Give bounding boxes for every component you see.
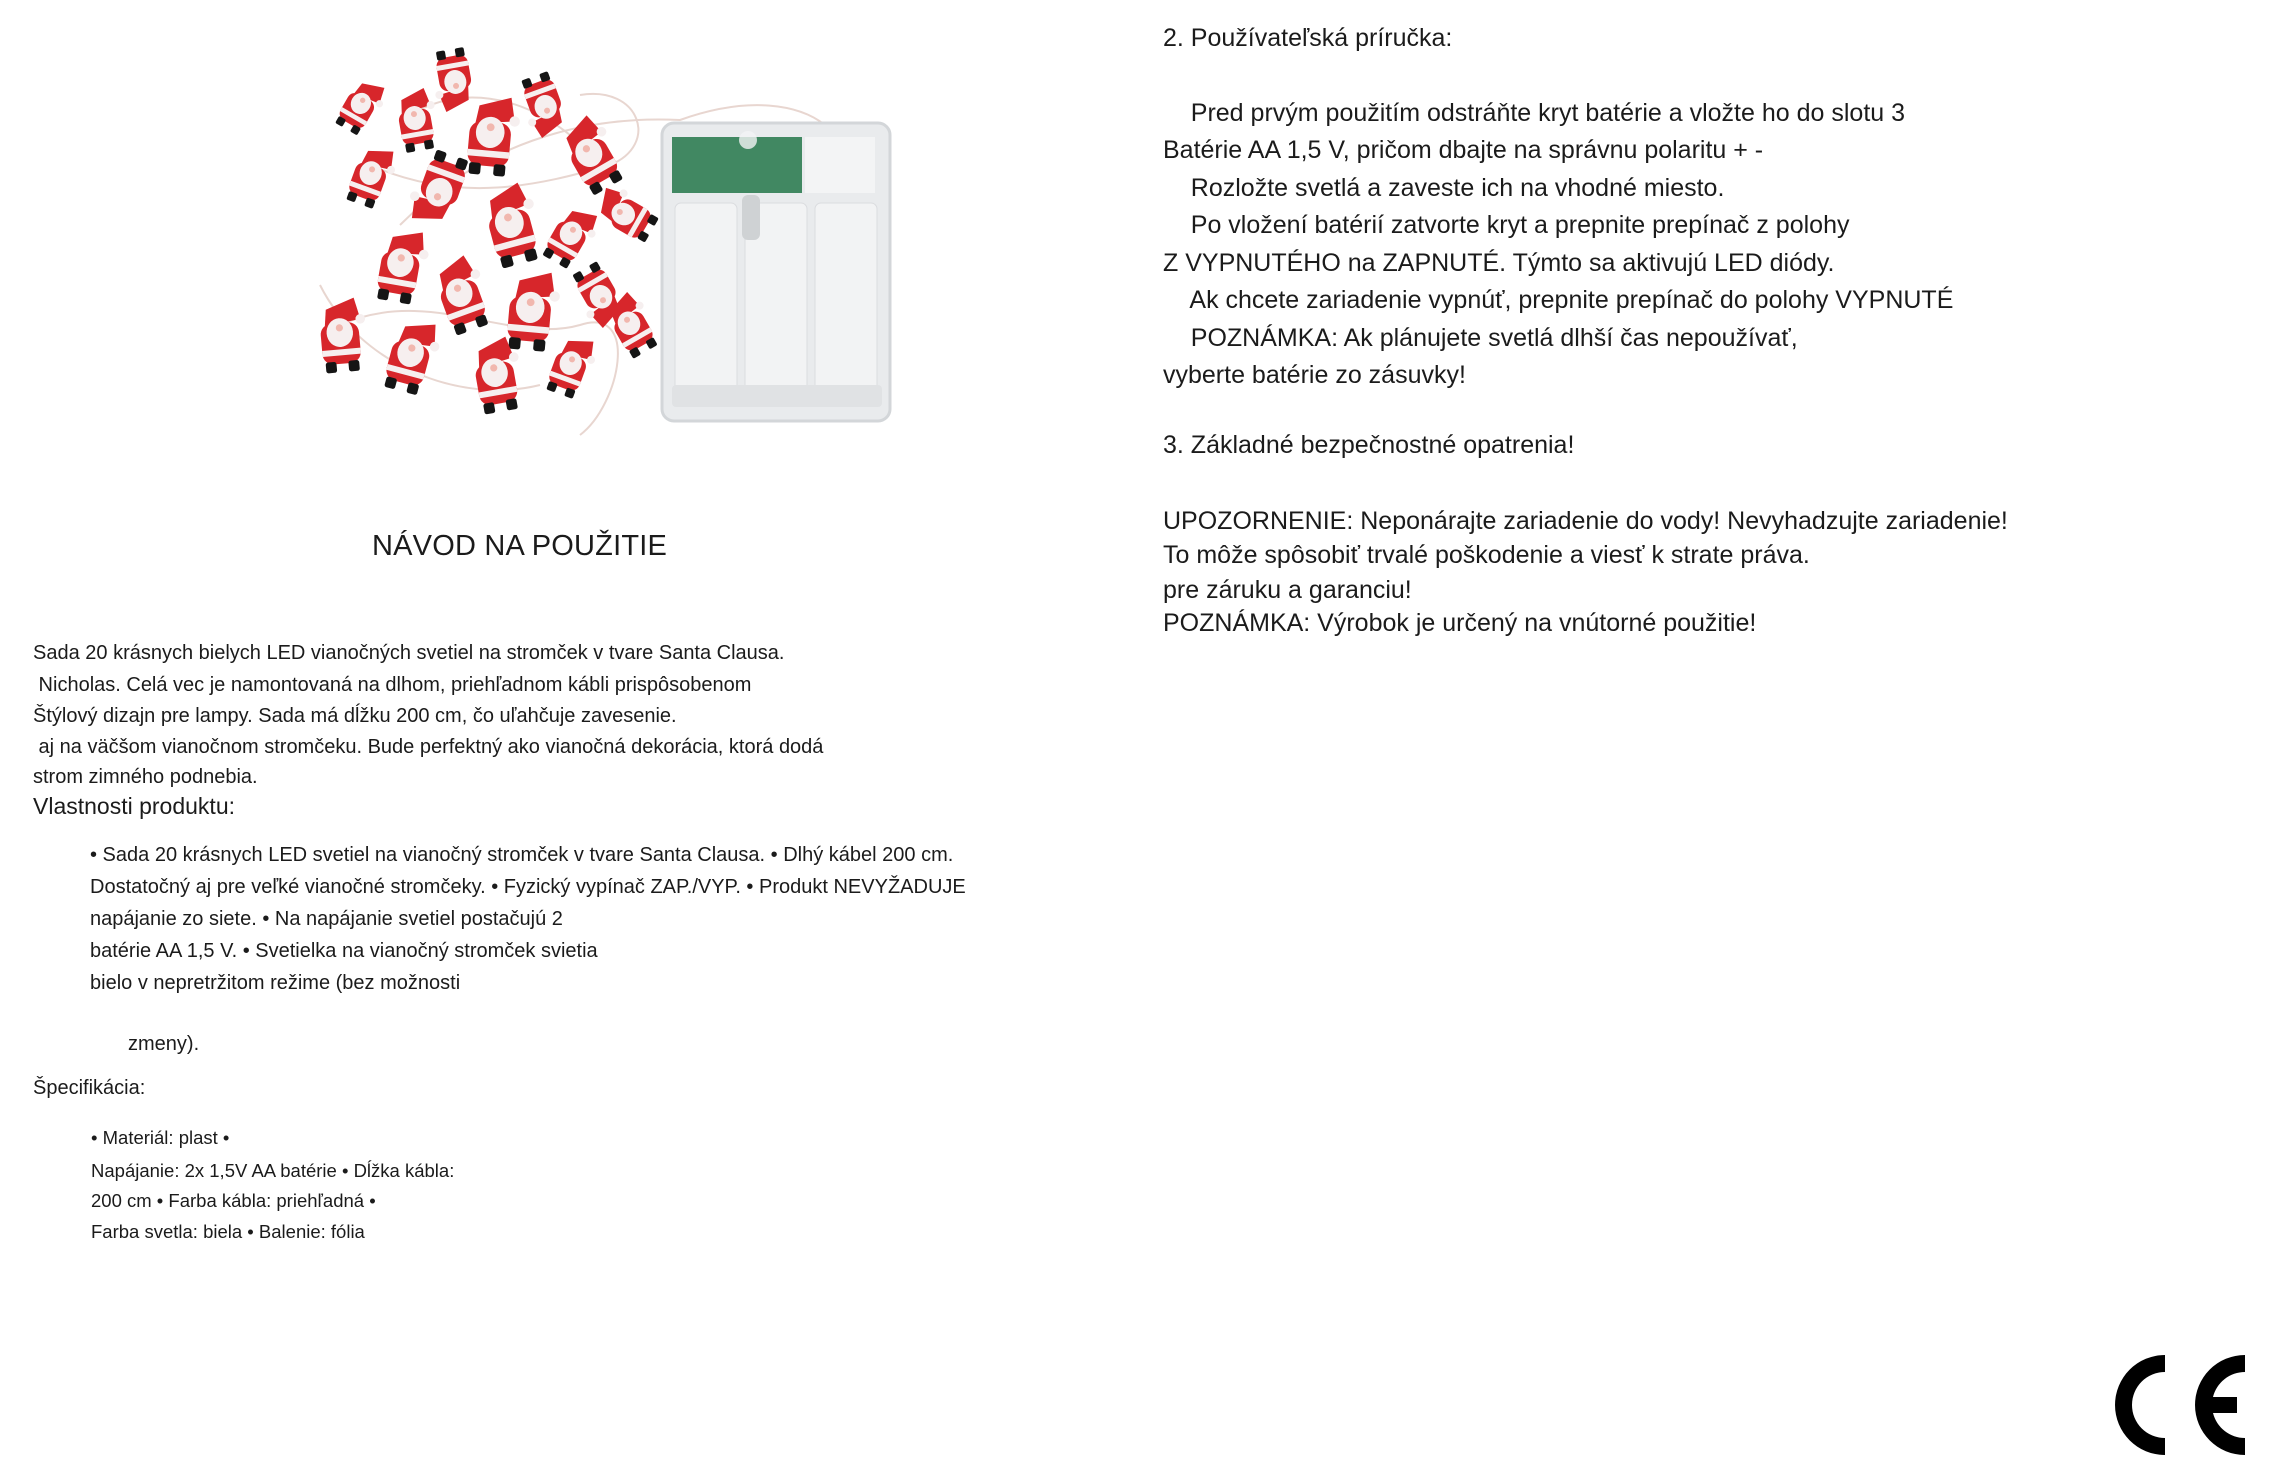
page-title: NÁVOD NA POUŽITIE [372,530,668,562]
features-heading: Vlastnosti produktu: [33,793,236,819]
safety-line: pre záruku a garanciu! [1163,576,1412,604]
intro-line: Nicholas. Celá vec je namontovaná na dlhom, priehľadnom kábli prispôsobenom [33,674,752,696]
product-image [280,25,900,445]
spec-line: Napájanie: 2x 1,5V AA batérie • Dĺžka kábla: [91,1160,455,1181]
manual-line: Po vložení batérií zatvorte kryt a prepnite prepínač z polohy [1163,211,1850,239]
manual-line: Z VYPNUTÉHO na ZAPNUTÉ. Týmto sa aktivujú LED diódy. [1163,249,1835,277]
spec-line: • Materiál: plast • [91,1127,230,1148]
manual-line: POZNÁMKA: Ak plánujete svetlá dlhší čas nepoužívať, [1163,324,1798,352]
spec-heading: Špecifikácia: [33,1077,146,1099]
safety-line: POZNÁMKA: Výrobok je určený na vnútorné použitie! [1163,609,1757,637]
features-line: Dostatočný aj pre veľké vianočné stromčeky. • Fyzický vypínač ZAP./VYP. • Produkt NEVYŽADUJE [90,876,966,898]
intro-line: strom zimného podnebia. [33,766,258,788]
features-line: zmeny). [128,1033,200,1055]
battery-box [662,123,890,421]
safety-line: UPOZORNENIE: Neponárajte zariadenie do vody! Nevyhadzujte zariadenie! [1163,507,2008,535]
manual-line: Pred prvým použitím odstráňte kryt batérie a vložte ho do slotu 3 [1163,99,1906,127]
manual-line: vyberte batérie zo zásuvky! [1163,361,1466,389]
manual-line: Ak chcete zariadenie vypnúť, prepnite prepínač do polohy VYPNUTÉ [1163,286,1954,314]
features-line: bielo v nepretržitom režime (bez možnosti [90,972,461,994]
intro-line: Sada 20 krásnych bielych LED vianočných svetiel na stromček v tvare Santa Clausa. [33,642,785,664]
manual-line: Batérie AA 1,5 V, pričom dbajte na správnu polaritu + - [1163,136,1764,164]
section-3-heading: 3. Základné bezpečnostné opatrenia! [1163,431,1575,459]
spec-line: 200 cm • Farba kábla: priehľadná • [91,1190,376,1211]
ce-mark-icon [2105,1350,2255,1460]
section-2-heading: 2. Používateľská príručka: [1163,24,1453,52]
safety-line: To môže spôsobiť trvalé poškodenie a viesť k strate práva. [1163,541,1810,569]
santa-figures [318,47,665,415]
features-line: napájanie zo siete. • Na napájanie svetiel postačujú 2 [90,908,563,930]
features-line: batérie AA 1,5 V. • Svetielka na vianočný stromček svietia [90,940,598,962]
manual-line: Rozložte svetlá a zaveste ich na vhodné miesto. [1163,174,1725,202]
intro-line: aj na väčšom vianočnom stromčeku. Bude perfektný ako vianočná dekorácia, ktorá dodá [33,736,824,758]
spec-line: Farba svetla: biela • Balenie: fólia [91,1221,365,1242]
intro-line: Štýlový dizajn pre lampy. Sada má dĺžku 200 cm, čo uľahčuje zavesenie. [33,705,677,727]
features-line: • Sada 20 krásnych LED svetiel na vianočný stromček v tvare Santa Clausa. • Dlhý kábel 200 cm. [90,844,954,866]
